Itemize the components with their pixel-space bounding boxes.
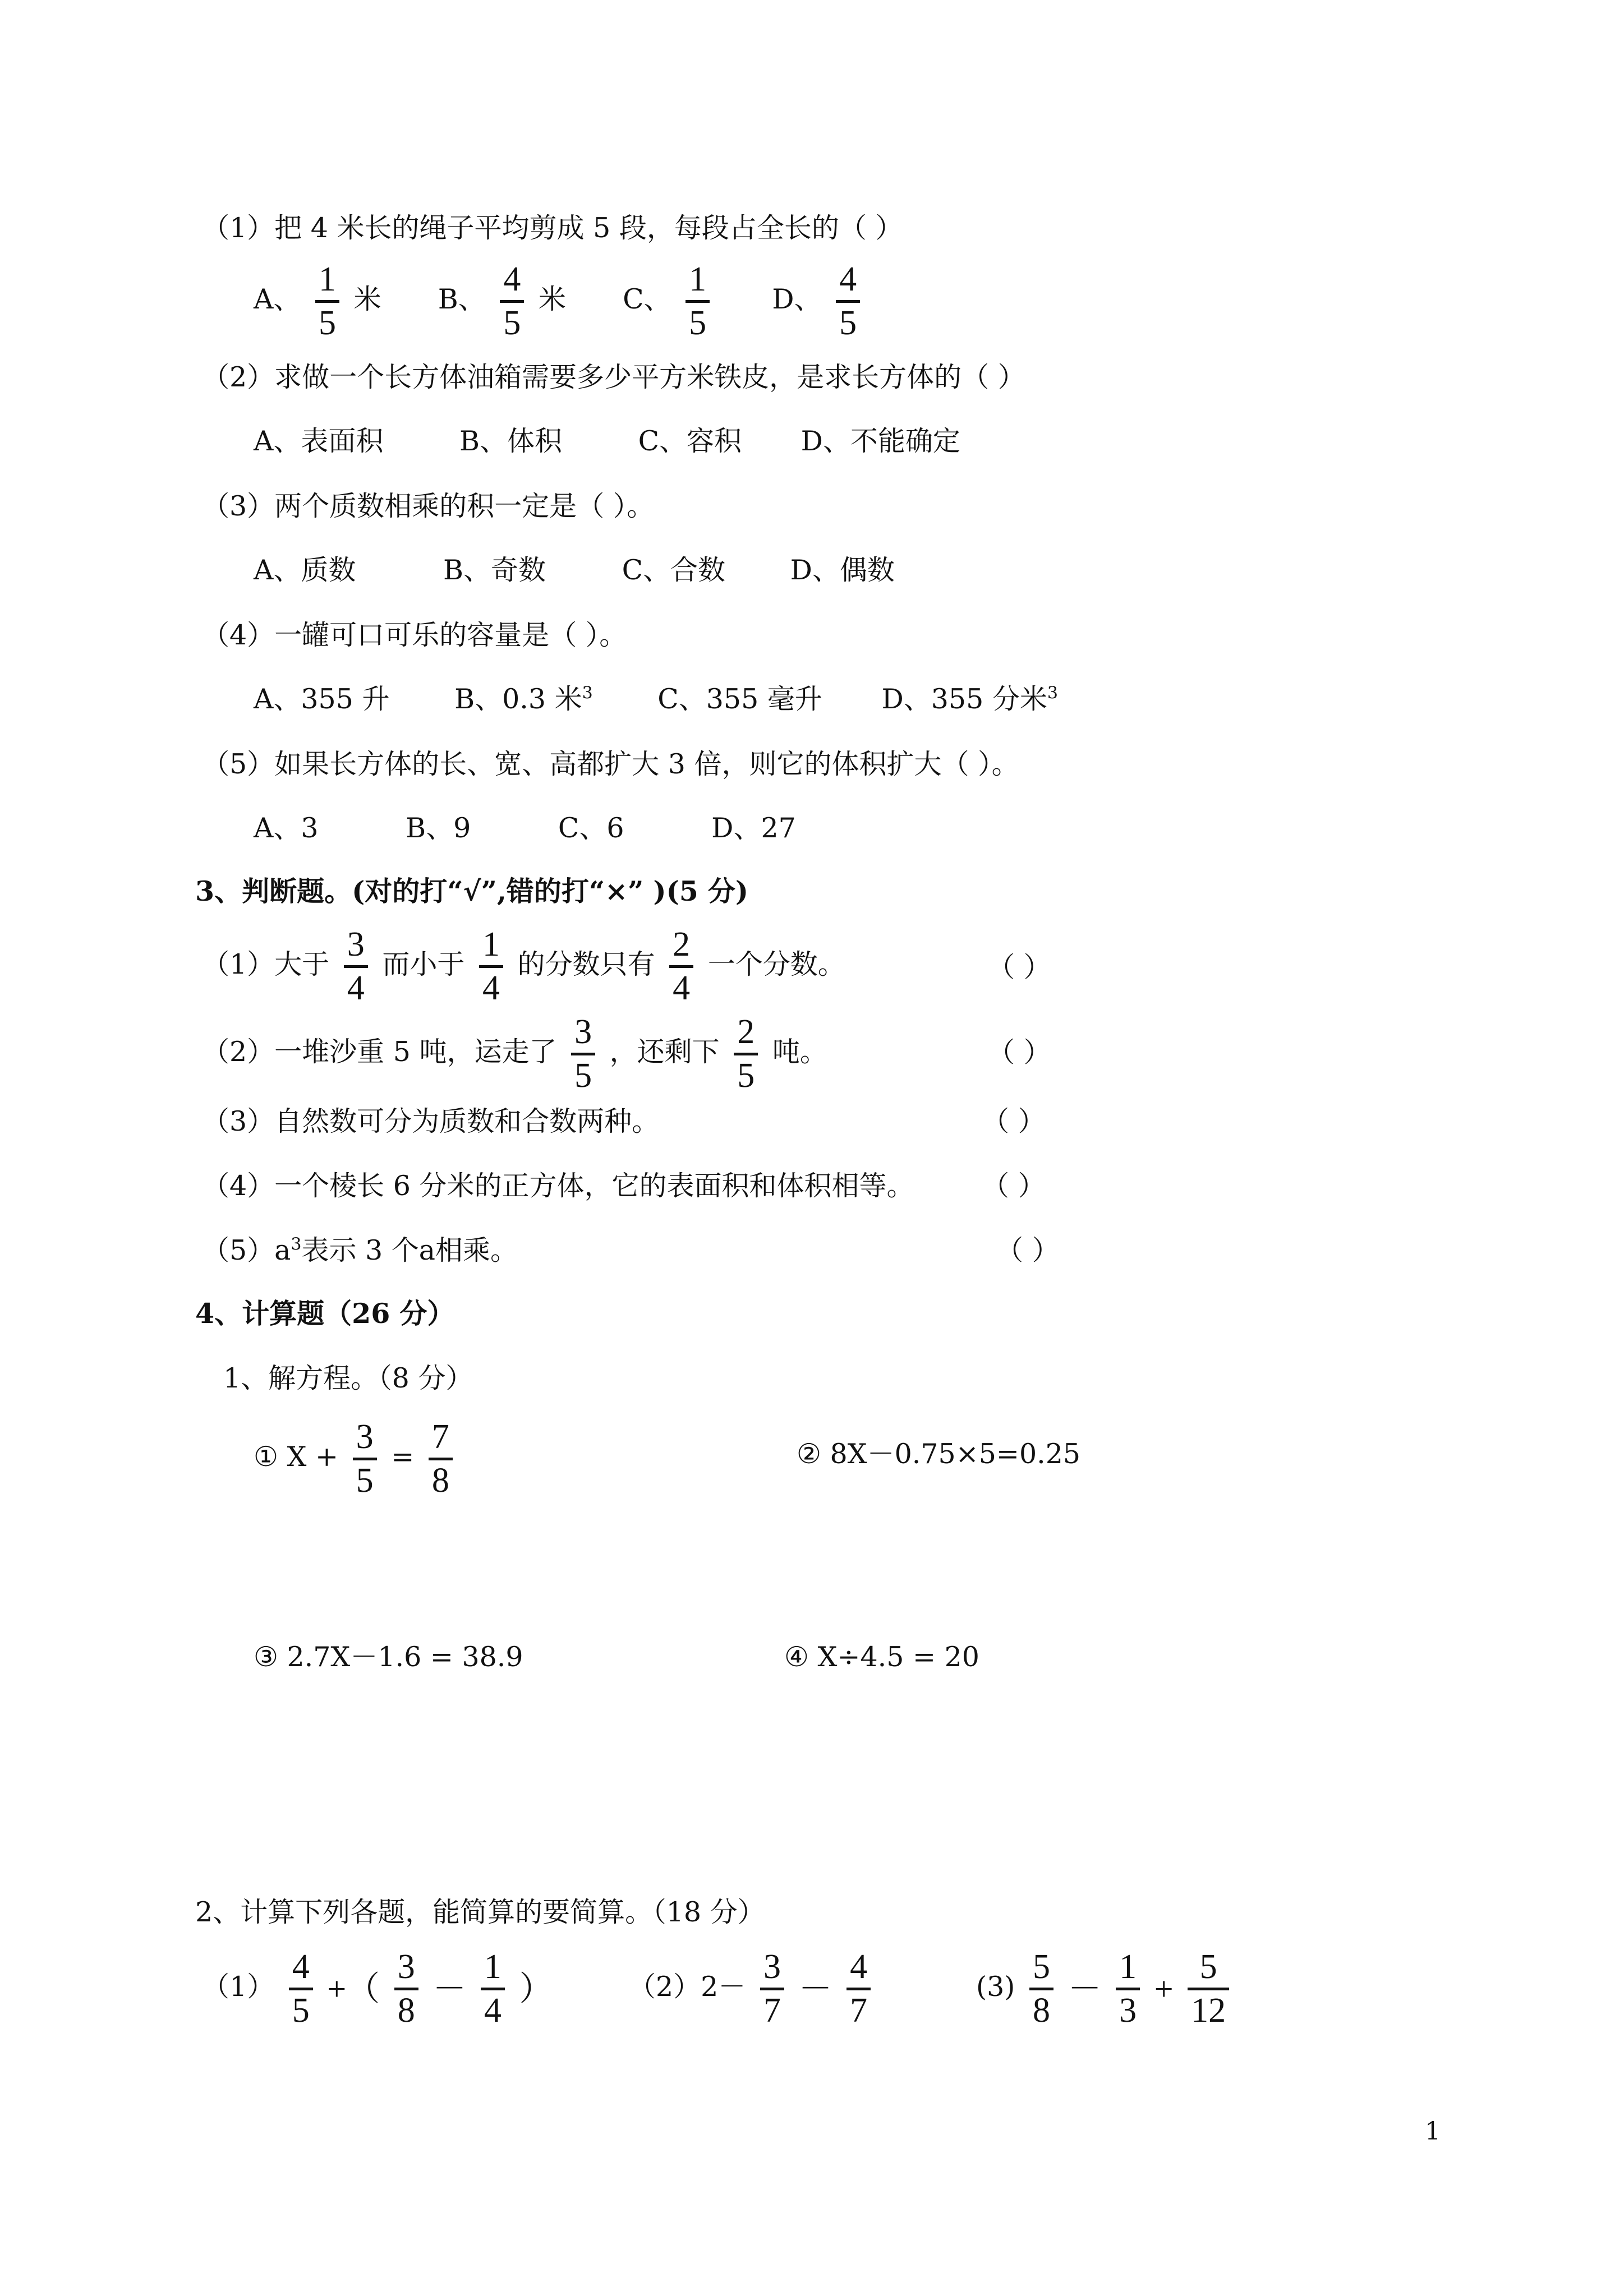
fraction: $\frac{4}{5}$	[289, 1949, 313, 2029]
option-c: C、6	[558, 812, 624, 844]
fraction: $\frac{2}{5}$	[734, 1014, 758, 1094]
unit: 米	[538, 283, 566, 316]
equation-2: ② 8X－0.75×5=0.25	[797, 1438, 1081, 1470]
q2-1-options	[254, 261, 866, 342]
fraction: $\frac{3}{5}$	[571, 1014, 595, 1094]
q2-3-text: （3）两个质数相乘的积一定是（ ）。	[202, 490, 655, 522]
answer-paren: （ ）	[987, 951, 1051, 983]
q2-2-options	[254, 427, 960, 455]
q2-1-text: （1）把 4 米长的绳子平均剪成 5 段，每段占全长的（ ）	[202, 212, 903, 244]
option-d: D、不能确定	[801, 425, 960, 457]
fraction: $\frac{3}{7}$	[760, 1949, 784, 2029]
q3-5: $(5)a^3$表示 3 个a相乘。	[202, 1234, 518, 1266]
option-d: D、355 分米$^3$	[881, 683, 1058, 715]
sub-1-title: 1、解方程。（8 分）	[223, 1362, 473, 1394]
q2-4-options	[254, 685, 1058, 713]
option-c: C、355 毫升	[657, 683, 822, 715]
calc-1: （1） $\frac{4}{5}$ +（ $\frac{3}{8}$ － $\frac{1}{4}$ ）	[202, 1948, 553, 2030]
fraction: $\frac{7}{8}$	[429, 1419, 453, 1499]
sub-2-title: 2、计算下列各题，能简算的要简算。（18 分）	[195, 1896, 765, 1928]
fraction: $\frac{1}{4}$	[481, 1949, 505, 2029]
option-d: D、	[772, 283, 822, 316]
fraction: $\frac{4}{5}$	[836, 261, 860, 342]
fraction: $\frac{5}{12}$	[1188, 1949, 1229, 2029]
option-b: B、0.3 米$^3$	[454, 683, 593, 715]
answer-paren: （ ）	[982, 1170, 1046, 1202]
q2-5-text: （5）如果长方体的长、宽、高都扩大 3 倍，则它的体积扩大（ ）。	[202, 748, 1019, 780]
section-3-title: 3、判断题。(对的打“√”,错的打“×” )(5 分)	[195, 875, 749, 907]
option-d: D、27	[711, 812, 796, 844]
q3-2: （2）一堆沙重 5 吨，运走了 $\frac{3}{5}$ ，还剩下 $\frac{2}{5}$ 吨。	[202, 1013, 827, 1095]
q2-4-text: （4）一罐可口可乐的容量是（ ）。	[202, 619, 627, 651]
option-b: B、9	[406, 812, 471, 844]
section-4-title: 4、计算题（26 分）	[195, 1297, 455, 1330]
unit: 米	[353, 283, 381, 316]
calc-2: （2）2－ $\frac{3}{7}$ － $\frac{4}{7}$	[628, 1949, 876, 2029]
fraction: $\frac{3}{4}$	[344, 926, 368, 1007]
answer-paren: （ ）	[996, 1234, 1060, 1266]
fraction: $\frac{1}{5}$	[686, 261, 710, 342]
option-b: B、	[438, 283, 486, 316]
option-a: A、表面积	[254, 425, 384, 457]
fraction: $\frac{5}{8}$	[1029, 1949, 1053, 2029]
fraction: $\frac{4}{5}$	[500, 261, 524, 342]
fraction: $\frac{4}{7}$	[846, 1949, 871, 2029]
option-c: C、	[623, 283, 671, 316]
calc-3: (3) $\frac{5}{8}$ － $\frac{1}{3}$ + $\frac{5}{12}$	[976, 1949, 1235, 2029]
option-a: A、3	[254, 812, 319, 844]
option-b: B、体积	[459, 425, 562, 457]
option-a: A、质数	[254, 554, 356, 586]
equation-4: ④ X÷4.5 = 20	[784, 1641, 979, 1673]
option-d: D、偶数	[790, 554, 895, 586]
q3-4: （4）一个棱长 6 分米的正方体，它的表面积和体积相等。	[202, 1170, 914, 1202]
fraction: $\frac{1}{4}$	[479, 926, 503, 1007]
answer-paren: （ ）	[987, 1036, 1051, 1068]
answer-paren: （ ）	[982, 1105, 1046, 1137]
fraction: $\frac{3}{8}$	[394, 1949, 418, 2029]
q3-3: （3）自然数可分为质数和合数两种。	[202, 1105, 660, 1137]
equation-1: ① X + $\frac{3}{5}$ = $\frac{7}{8}$	[254, 1419, 458, 1499]
option-c: C、容积	[638, 425, 742, 457]
option-b: B、奇数	[443, 554, 546, 586]
q2-2-text: （2）求做一个长方体油箱需要多少平方米铁皮，是求长方体的（ ）	[202, 361, 1025, 393]
option-a: A、355 升	[254, 683, 390, 715]
fraction: $\frac{1}{5}$	[315, 261, 339, 342]
fraction: $\frac{1}{3}$	[1116, 1949, 1140, 2029]
q2-5-options	[254, 814, 796, 842]
option-c: C、合数	[622, 554, 726, 586]
fraction: $\frac{2}{4}$	[669, 926, 693, 1007]
fraction: $\frac{3}{5}$	[353, 1419, 377, 1499]
page-number: 1	[1425, 2117, 1441, 2146]
option-a: A、	[254, 283, 301, 316]
q2-3-options	[254, 556, 895, 584]
q3-1: （1）大于 $\frac{3}{4}$ 而小于 $\frac{1}{4}$ 的分数只有 $\frac{2}{4}$ 一个分数。	[202, 925, 845, 1008]
equation-3: ③ 2.7X－1.6 = 38.9	[254, 1641, 523, 1673]
